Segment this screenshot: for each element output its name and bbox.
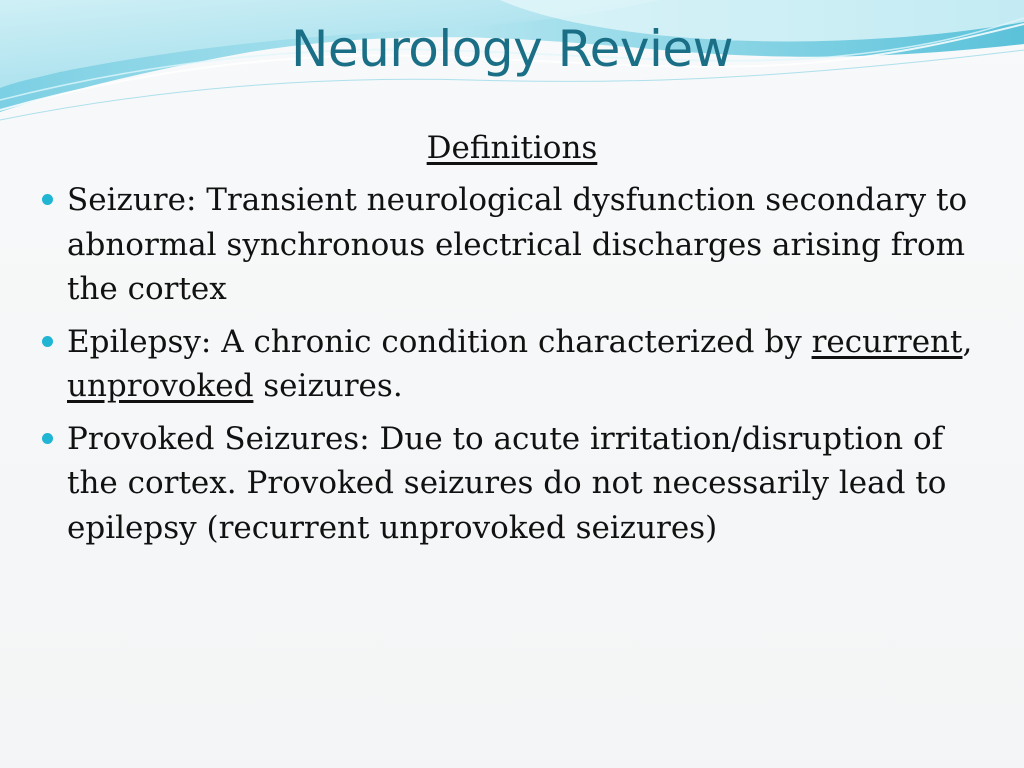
definitions-list: [40, 178, 990, 558]
slide-title: Neurology Review: [291, 20, 733, 78]
circle-bullet-icon: [42, 194, 53, 205]
section-heading: Definitions: [426, 130, 598, 166]
bullet-provoked-seizures: [40, 417, 990, 551]
bullet-text-suffix: seizures.: [253, 368, 403, 404]
bullet-seizure: [40, 178, 990, 312]
underlined-term-recurrent: recurrent: [811, 323, 963, 360]
bullet-text-prefix: Epilepsy: A chronic condition characterized by: [67, 323, 812, 360]
bullet-epilepsy: [40, 320, 990, 409]
bullet-text: Seizure: Transient neurological dysfunction secondary to abnormal synchronous electrical discharges arising from the cortex: [67, 182, 968, 307]
circle-bullet-icon: [42, 433, 53, 444]
circle-bullet-icon: [42, 336, 53, 347]
bullet-text: Provoked Seizures: Due to acute irritation/disruption of the cortex. Provoked seizures do not necessarily lead to epilepsy (recurrent unprovoked seizures): [67, 420, 947, 546]
underlined-term-unprovoked: unprovoked: [67, 368, 254, 404]
comma: ,: [962, 323, 973, 360]
